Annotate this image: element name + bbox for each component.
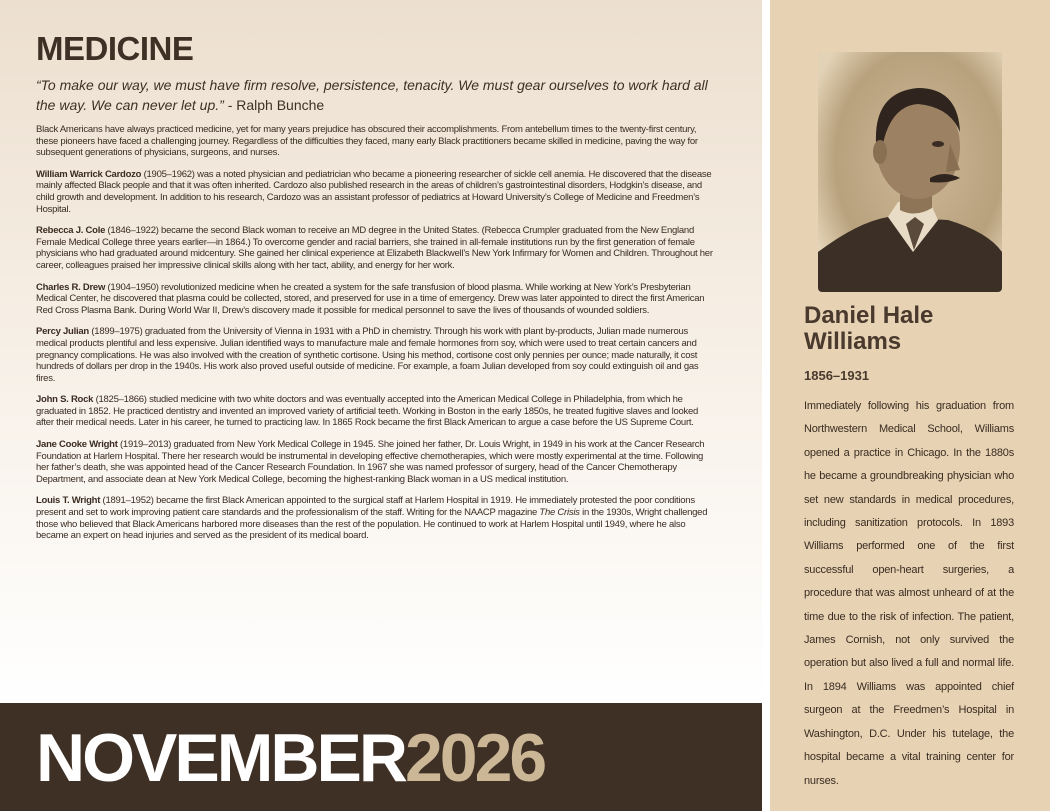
intro-paragraph: Black Americans have always practiced medicine, yet for many years prejudice has obscured their accomplishments. From antebellum times to the twenty-first century, these pioneers have faced a challenging journey. Regardless of the difficulties they faced, many early Black practitioners became skilled in medicine, paving the way for subsequent generations of physicians, surgeons, and nurses. (36, 124, 698, 159)
entry-name: Percy Julian (36, 326, 89, 338)
entry-name: William Warrick Cardozo (36, 168, 142, 180)
entry-paragraph (36, 439, 718, 485)
quote (36, 75, 716, 115)
quote-author: - Ralph Bunche (227, 97, 325, 113)
entry-name: Jane Cooke Wright (36, 439, 118, 451)
entry-paragraph (36, 169, 718, 215)
portrait-illustration (818, 52, 1002, 292)
entry-text: (1846–1922) became the second Black woman to receive an MD degree in the United States. (Rebecca Crumpler graduated from the New England Female Medical College three years earlier—in 1864.) To overcome gender and racial barriers, she trained in all-female institutions run by the first generation of female physicians who had graduated around midcentury. She gained her clinical experience at Elizabeth Blackwell’s New York Infirmary for Women and Children. Throughout her career, colleagues praised her impressive clinical skills along with her tact, ability, and energy for her work. (36, 225, 713, 271)
entry-text: (1919–2013) graduated from New York Medical College in 1945. She joined her father, Dr. Louis Wright, in 1949 in his work at the Cancer Research Foundation at Harlem Hospital. There her research would be instrumental in developing effective chemotherapies, which were mostly experimental at the time. Following her father’s death, she was appointed head of the Cancer Research Foundation. In 1967 she was named professor of surgery, head of the Cancer Chemotherapy Department, and associate dean at New York Medical College, becoming the highest-ranking Black woman in a US medical institution. (36, 439, 705, 485)
feature-name: Daniel Hale Williams (804, 302, 934, 355)
entry-paragraph (36, 495, 718, 541)
quote-text: “To make our way, we must have firm resolve, persistence, tenacity. We must gear ourselves to work hard all the way. We can never let up.” (36, 77, 708, 113)
entry-paragraph (36, 394, 718, 429)
year-label: 2026 (404, 720, 545, 796)
entry-name: John S. Rock (36, 394, 94, 406)
page-title: MEDICINE (36, 30, 194, 67)
feature-years: 1856–1931 (804, 368, 870, 383)
entry-name: Louis T. Wright (36, 495, 101, 507)
entry-text: (1891–1952) became the first Black American appointed to the surgical staff at Harlem Hospital in 1919. He immediately protested the poor conditions present and set to work improving patient care standards and the professionalism of the staff. Writing for the NAACP magazine (36, 495, 695, 519)
magazine-title: The Crisis (539, 507, 580, 519)
feature-bio: Immediately following his graduation from Northwestern Medical School, Williams opened a practice in Chicago. In the 1880s he became a groundbreaking physician who set new standards in medical procedures, including sanitization protocols. In 1893 Williams performed one of the first successful open-heart surgeries, a procedure that was almost unheard of at the time due to the risk of infection. The patient, James Cornish, not only survived the operation but also lived a full and normal life. In 1894 Williams was appointed chief surgeon at the Freedmen’s Hospital in Washington, D.C. Under his tutelage, the hospital became a vital training center for nurses. (804, 400, 1014, 787)
entry-paragraph (36, 282, 718, 317)
entry-text-continued: in the 1930s, Wright challenged those who believed that Black Americans harbored more diseases than the rest of the population. He continued to work at Harlem Hospital until 1949, where he also became an expert on head injuries and served as the president of its medical board. (36, 507, 708, 542)
entry-paragraph (36, 225, 718, 271)
month-label: NOVEMBER (36, 720, 405, 796)
divider (762, 0, 770, 811)
entry-name: Rebecca J. Cole (36, 225, 106, 237)
month-year-heading (36, 718, 544, 798)
entry-text: (1905–1962) was a noted physician and pediatrician who became a pioneering researcher of sickle cell anemia. He discovered that the disease mainly affected Black people and that it was often inherited. Cardozo also published research in the areas of children’s gastrointestinal disorders, Hodgkin’s disease, and child growth and development. In addition to his research, Cardozo was an assistant professor of pediatrics at Howard University’s College of Medicine and Freedmen’s Hospital. (36, 168, 712, 215)
entry-text: (1904–1950) revolutionized medicine when he created a system for the safe transfusion of blood plasma. While working at New York’s Presbyterian Medical Center, he discovered that plasma could be collected, stored, and preserved for use in a time of emergency. Drew was later appointed to direct the first American Red Cross Plasma Bank. During World War II, Drew’s discovery made it possible for medical personnel to save the lives of thousands of wounded soldiers. (36, 281, 705, 316)
entry-text: (1899–1975) graduated from the University of Vienna in 1931 with a PhD in chemistry. Through his work with plant by-products, Julian made numerous medical products plentiful and less expensive. Julian identified ways to manufacture male and female hormones from soy, which were used to treat certain cancers and pregnancy complications. He was also involved with the creation of synthetic cortisone. Using his method, cortisone cost only pennies per ounce; made naturally, it cost hundreds of dollars per drop in the 1940s. His work also proved useful outside of medicine. For example, a foam Julian developed from soy could extinguish oil and gas fires. (36, 326, 699, 384)
article-body (36, 124, 718, 552)
portrait-image (818, 52, 1002, 292)
entry-name: Charles R. Drew (36, 281, 106, 293)
entry-paragraph (36, 326, 718, 384)
entry-text: (1825–1866) studied medicine with two white doctors and was eventually accepted into the American Medical College in Philadelphia, from which he graduated in 1852. He practiced dentistry and invented an improved variety of artificial teeth. Working in Boston in the early 1850s, he treated fugitive slaves and looked after their medical needs. Later in his career, he turned to practicing law. In 1865 Rock became the first Black American to argue a case before the US Supreme Court. (36, 394, 699, 429)
